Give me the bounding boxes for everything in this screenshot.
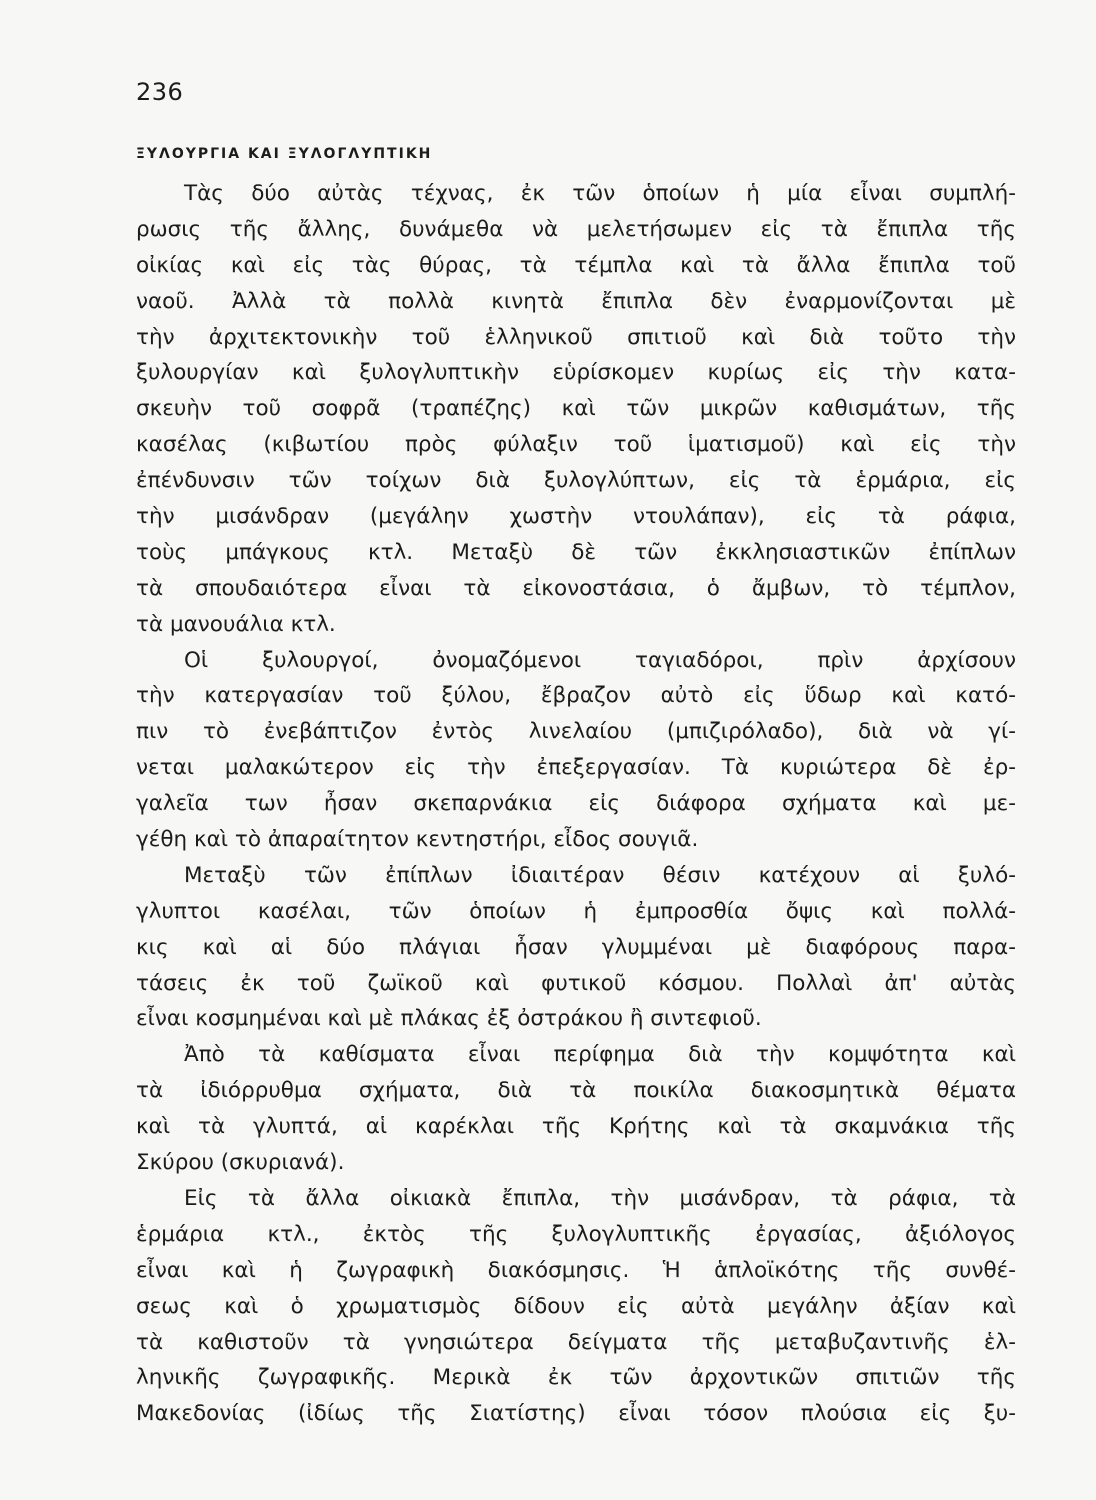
text-line: ἐπένδυνσιν τῶν τοίχων διὰ ξυλογλύπτων, εἰς τὰ ἑρμάρια, εἰς [136, 468, 1016, 494]
text-line: Οἱ ξυλουργοί, ὀνομαζόμενοι ταγιαδόροι, πρὶν ἀρχίσουν [184, 647, 1016, 673]
text-line: Σκύρου (σκυριανά). [136, 1150, 345, 1176]
text-line: ἑρμάρια κτλ., ἐκτὸς τῆς ξυλογλυπτικῆς ἐργασίας, ἀξιόλογος [136, 1221, 1016, 1247]
text-line: κις καὶ αἱ δύο πλάγιαι ἦσαν γλυμμέναι μὲ διαφόρους παρα- [136, 934, 1016, 960]
text-line: εἶναι κοσμημέναι καὶ μὲ πλάκας ἐξ ὀστράκου ἢ σιντεφιοῦ. [136, 1006, 762, 1032]
text-line: ρωσις τῆς ἄλλης, δυνάμεθα νὰ μελετήσωμεν εἰς τὰ ἔπιπλα τῆς [136, 216, 1016, 242]
text-line: τὰ μανουάλια κτλ. [136, 611, 336, 637]
text-line: τάσεις ἐκ τοῦ ζωϊκοῦ καὶ φυτικοῦ κόσμου. Πολλαὶ ἀπ' αὐτὰς [136, 970, 1016, 996]
text-line: τοὺς μπάγκους κτλ. Μεταξὺ δὲ τῶν ἐκκλησιαστικῶν ἐπίπλων [136, 539, 1016, 565]
text-line: Τὰς δύο αὐτὰς τέχνας, ἐκ τῶν ὁποίων ἡ μία εἶναι συμπλή- [184, 181, 1016, 206]
text-line: τὰ ἰδιόρρυθμα σχήματα, διὰ τὰ ποικίλα διακοσμητικὰ θέματα [136, 1078, 1016, 1104]
text-line: τὰ καθιστοῦν τὰ γνησιώτερα δείγματα τῆς μεταβυζαντινῆς ἑλ- [136, 1329, 1016, 1355]
text-line: ξυλουργίαν καὶ ξυλογλυπτικὴν εὑρίσκομεν κυρίως εἰς τὴν κατα- [136, 360, 1016, 386]
body-text [136, 176, 1016, 1432]
text-line: Μεταξὺ τῶν ἐπίπλων ἰδιαιτέραν θέσιν κατέχουν αἱ ξυλό- [184, 862, 1016, 888]
text-line: γλυπτοι κασέλαι, τῶν ὁποίων ἡ ἐμπροσθία ὄψις καὶ πολλά- [136, 898, 1016, 924]
text-line: τὴν μισάνδραν (μεγάλην χωστὴν ντουλάπαν), εἰς τὰ ράφια, [136, 504, 1016, 530]
text-line: ληνικῆς ζωγραφικῆς. Μερικὰ ἐκ τῶν ἀρχοντικῶν σπιτιῶν τῆς [136, 1365, 1016, 1391]
text-line: Εἰς τὰ ἄλλα οἰκιακὰ ἔπιπλα, τὴν μισάνδραν, τὰ ράφια, τὰ [184, 1185, 1016, 1211]
text-line: οἰκίας καὶ εἰς τὰς θύρας, τὰ τέμπλα καὶ τὰ ἄλλα ἔπιπλα τοῦ [136, 252, 1016, 278]
text-line: κασέλας (κιβωτίου πρὸς φύλαξιν τοῦ ἱματισμοῦ) καὶ εἰς τὴν [136, 432, 1016, 458]
text-line: Ἀπὸ τὰ καθίσματα εἶναι περίφημα διὰ τὴν κομψότητα καὶ [184, 1042, 1016, 1068]
text-line: τὰ σπουδαιότερα εἶναι τὰ εἰκονοστάσια, ὁ ἄμβων, τὸ τέμπλον, [136, 575, 1016, 601]
section-heading: ΞΥΛΟΥΡΓΙΑ ΚΑΙ ΞΥΛΟΓΛΥΠΤΙΚΗ [136, 146, 433, 162]
text-line: πιν τὸ ἐνεβάπτιζον ἐντὸς λινελαίου (μπιζιρόλαδο), διὰ νὰ γί- [136, 719, 1016, 745]
page-number: 236 [136, 78, 184, 106]
text-line: σεως καὶ ὁ χρωματισμὸς δίδουν εἰς αὐτὰ μεγάλην ἀξίαν καὶ [136, 1293, 1016, 1319]
text-line: τὴν ἀρχιτεκτονικὴν τοῦ ἑλληνικοῦ σπιτιοῦ καὶ διὰ τοῦτο τὴν [136, 324, 1016, 350]
text-line: νεται μαλακώτερον εἰς τὴν ἐπεξεργασίαν. Τὰ κυριώτερα δὲ ἐρ- [136, 755, 1016, 781]
text-line: ναοῦ. Ἀλλὰ τὰ πολλὰ κινητὰ ἔπιπλα δὲν ἐναρμονίζονται μὲ [136, 288, 1016, 314]
text-line: εἶναι καὶ ἡ ζωγραφικὴ διακόσμησις. Ἡ ἁπλοϊκότης τῆς συνθέ- [136, 1257, 1016, 1283]
text-line: σκευὴν τοῦ σοφρᾶ (τραπέζης) καὶ τῶν μικρῶν καθισμάτων, τῆς [136, 396, 1016, 422]
text-line: γέθη καὶ τὸ ἀπαραίτητον κεντηστήρι, εἶδος σουγιᾶ. [136, 827, 699, 853]
text-line: καὶ τὰ γλυπτά, αἱ καρέκλαι τῆς Κρήτης καὶ τὰ σκαμνάκια τῆς [136, 1114, 1016, 1140]
text-line: γαλεῖα των ἦσαν σκεπαρνάκια εἰς διάφορα σχήματα καὶ με- [136, 791, 1016, 817]
text-line: Μακεδονίας (ἰδίως τῆς Σιατίστης) εἶναι τόσον πλούσια εἰς ξυ- [136, 1401, 1016, 1427]
text-line: τὴν κατεργασίαν τοῦ ξύλου, ἔβραζον αὐτὸ εἰς ὕδωρ καὶ κατό- [136, 683, 1016, 709]
